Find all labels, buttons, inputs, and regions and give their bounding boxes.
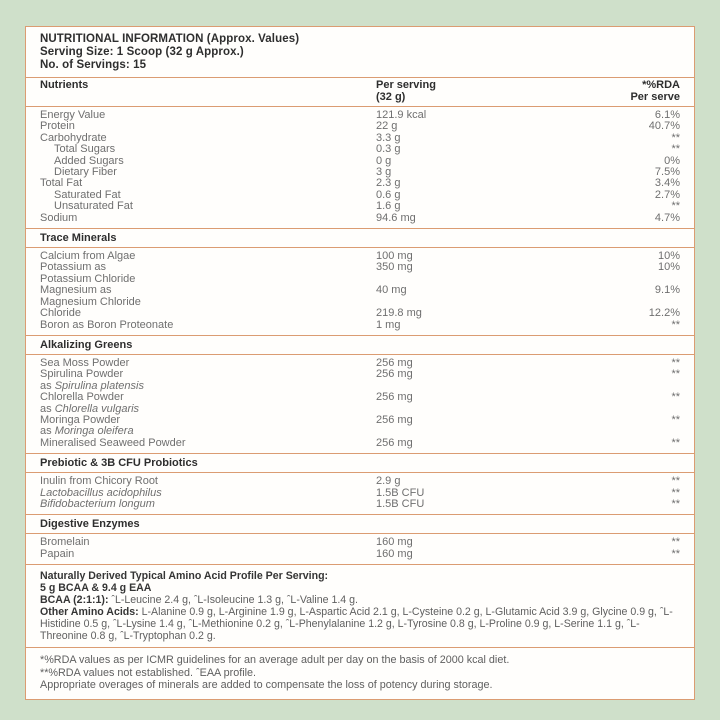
rda-value: **: [671, 436, 680, 449]
table-row: [40, 190, 680, 201]
amino-profile-line: Other Amino Acids: L-Alanine 0.9 g, L-Arginine 1.9 g, L-Aspartic Acid 2.1 g, L-Cysteine 0.2 g, L-Glutamic Acid 3.9 g, Glycine 0.9 g, ˆL-Histidine 0.5 g, ˆL-Lysine 1.4 g, ˆL-Methionine 0.2 g, ˆL-Phenylalanine 1.2 g, L-Tyrosine 0.8 g, L-Proline 0.9 g, L-Serine 1.1 g, ˆL-Threonine 0.8 g, ˆL-Tryptophan 0.2 g.: [40, 606, 673, 643]
nutrient-name: [40, 262, 376, 285]
section-rows: [26, 247, 694, 335]
nutrient-name-line: Chloride: [40, 307, 81, 320]
nutrient-name: [40, 110, 376, 121]
section-title: Prebiotic & 3B CFU Probiotics: [26, 453, 694, 472]
label-header: [26, 27, 694, 77]
rda-value: **: [671, 547, 680, 560]
nutrient-name-line: Unsaturated Fat: [54, 200, 133, 213]
serving-size: Serving Size: 1 Scoop (32 g Approx.): [40, 46, 244, 58]
nutrient-name-line: Saturated Fat: [54, 188, 121, 201]
rda-value: **: [671, 536, 680, 549]
table-row: [40, 308, 680, 319]
nutrient-name-line: Chlorella Powder: [40, 391, 124, 404]
per-serving-value: 3.3 g: [376, 131, 401, 144]
nutrient-name-line: as Spirulina platensis: [40, 379, 144, 392]
nutrient-name-line: Mineralised Seaweed Powder: [40, 436, 186, 449]
nutrient-name: [40, 285, 376, 308]
footnote-rda-icmr: *%RDA values as per ICMR guidelines for an average adult per day on the basis of 2000 kcal diet.: [40, 654, 510, 667]
table-row: [40, 320, 680, 331]
section-rows: [26, 533, 694, 564]
nutrient-name: [40, 201, 376, 212]
section-title: Digestive Enzymes: [26, 514, 694, 533]
rda-value: **: [671, 356, 680, 369]
nutrient-name-line: Inulin from Chicory Root: [40, 475, 158, 488]
rda-value: **: [671, 475, 680, 488]
table-row: [40, 285, 680, 308]
per-serving-value: 256 mg: [376, 413, 413, 426]
table-row: [40, 110, 680, 121]
column-rda-line2: Per serve: [630, 90, 680, 103]
nutrient-name-line: Sodium: [40, 211, 78, 224]
per-serving-value: 100 mg: [376, 250, 413, 263]
per-serving-value: 94.6 mg: [376, 211, 416, 224]
rda-value: 12.2%: [648, 307, 680, 320]
nutrition-label: [25, 26, 695, 700]
per-serving-value: 350 mg: [376, 261, 413, 274]
nutrient-name-line: Papain: [40, 547, 75, 560]
rda-value: **: [671, 413, 680, 426]
per-serving-value: 256 mg: [376, 368, 413, 381]
per-serving-value: 2.3 g: [376, 177, 401, 190]
per-serving-value: 22 g: [376, 120, 398, 133]
per-serving-value: 0.6 g: [376, 188, 401, 201]
rda-value: **: [671, 200, 680, 213]
nutrient-name-line: Added Sugars: [54, 154, 124, 167]
table-row: [40, 549, 680, 560]
nutrient-name-line: Magnesium Chloride: [40, 295, 141, 308]
table-row: [40, 144, 680, 155]
nutrient-name-line: Carbohydrate: [40, 131, 107, 144]
nutrient-name-line: Lactobacillus acidophilus: [40, 486, 162, 499]
table-row: [40, 121, 680, 132]
rda-value: **: [671, 318, 680, 331]
column-per-serving-line1: Per serving: [376, 79, 436, 91]
table-row: [40, 178, 680, 189]
rda-value: 10%: [657, 250, 680, 263]
nutrient-name-line: Bromelain: [40, 536, 90, 549]
table-row: [40, 156, 680, 167]
section-title: Trace Minerals: [26, 228, 694, 247]
nutrient-name: [40, 167, 376, 178]
nutrient-name: [40, 144, 376, 155]
column-per-serving-line2: (32 g): [376, 90, 406, 103]
per-serving-value: 2.9 g: [376, 475, 401, 488]
table-body: [26, 106, 694, 564]
per-serving-value: 1 mg: [376, 318, 401, 331]
nutrient-name-line: Total Sugars: [54, 143, 116, 156]
nutrient-name-line: Energy Value: [40, 109, 106, 121]
table-row: [40, 358, 680, 369]
table-row: [40, 251, 680, 262]
nutrient-name: [40, 369, 376, 392]
nutrient-name: [40, 549, 376, 560]
rda-value: **: [671, 143, 680, 156]
table-row: [40, 133, 680, 144]
per-serving-value: 256 mg: [376, 356, 413, 369]
per-serving-value: 1.5B CFU: [376, 497, 425, 510]
table-row: [40, 537, 680, 548]
rda-value: **: [671, 486, 680, 499]
servings-count: No. of Servings: 15: [40, 59, 147, 71]
rda-value: 6.1%: [654, 109, 680, 121]
amino-profile-line: 5 g BCAA & 9.4 g EAA: [40, 582, 152, 595]
nutrient-name: [40, 415, 376, 438]
nutrient-name-line: Total Fat: [40, 177, 83, 190]
nutrient-name: [40, 392, 376, 415]
nutrient-name-line: Calcium from Algae: [40, 250, 136, 263]
table-row: [40, 369, 680, 392]
table-row: [40, 499, 680, 510]
per-serving-value: 3 g: [376, 166, 392, 179]
footnote-not-established: **%RDA values not established. ˆEAA profile.: [40, 666, 257, 679]
per-serving-value: 1.5B CFU: [376, 486, 425, 499]
nutrient-name: [40, 308, 376, 319]
label-title: NUTRITIONAL INFORMATION (Approx. Values): [40, 33, 300, 45]
nutrient-name: [40, 499, 376, 510]
rda-value: **: [671, 131, 680, 144]
rda-value: 0%: [664, 154, 680, 167]
nutrient-name-line: Moringa Powder: [40, 413, 121, 426]
rda-value: **: [671, 497, 680, 510]
amino-profile-line: BCAA (2:1:1): ˆL-Leucine 2.4 g, ˆL-Isoleucine 1.3 g, ˆL-Valine 1.4 g.: [40, 594, 358, 607]
rda-value: 10%: [657, 261, 680, 274]
table-row: [40, 201, 680, 212]
per-serving-value: 256 mg: [376, 436, 413, 449]
column-rda-line1: *%RDA: [642, 79, 680, 91]
per-serving-value: 0.3 g: [376, 143, 401, 156]
per-serving-value: 160 mg: [376, 536, 413, 549]
nutrient-name: [40, 537, 376, 548]
per-serving-value: 219.8 mg: [376, 307, 422, 320]
rda-value: **: [671, 368, 680, 381]
nutrient-name-line: Boron as Boron Proteonate: [40, 318, 174, 331]
nutrient-name-line: Potassium Chloride: [40, 272, 136, 285]
nutrient-name: [40, 438, 376, 449]
footnote-overages: Appropriate overages of minerals are added to compensate the loss of potency during storage.: [40, 679, 493, 692]
rda-value: 7.5%: [654, 166, 680, 179]
table-row: [40, 415, 680, 438]
table-row: [40, 438, 680, 449]
table-row: [40, 213, 680, 224]
column-rda: [550, 80, 680, 103]
rda-value: 2.7%: [654, 188, 680, 201]
nutrient-name-line: Dietary Fiber: [54, 166, 117, 179]
section-rows: [26, 106, 694, 228]
per-serving-value: 256 mg: [376, 391, 413, 404]
nutrient-name-line: Sea Moss Powder: [40, 356, 130, 369]
footnotes: [26, 647, 694, 699]
rda-value: 4.7%: [654, 211, 680, 224]
table-row: [40, 167, 680, 178]
table-row: [40, 262, 680, 285]
nutrient-name-line: Protein: [40, 120, 75, 133]
nutrient-name-line: Spirulina Powder: [40, 368, 124, 381]
amino-profile-line: Naturally Derived Typical Amino Acid Profile Per Serving:: [40, 570, 329, 583]
nutrient-name-line: as Chlorella vulgaris: [40, 402, 140, 415]
nutrient-name-line: Magnesium as: [40, 284, 112, 297]
per-serving-value: 0 g: [376, 154, 392, 167]
rda-value: **: [671, 391, 680, 404]
column-per-serving: [376, 80, 550, 103]
nutrient-name: [40, 320, 376, 331]
rda-value: 9.1%: [654, 284, 680, 297]
rda-value: 3.4%: [654, 177, 680, 190]
column-header-row: [26, 77, 694, 106]
per-serving-value: 1.6 g: [376, 200, 401, 213]
column-nutrients: Nutrients: [40, 79, 89, 91]
table-row: [40, 392, 680, 415]
section-rows: [26, 472, 694, 514]
nutrient-name-line: Potassium as: [40, 261, 107, 274]
section-title: Alkalizing Greens: [26, 335, 694, 354]
nutrient-name-line: as Moringa oleifera: [40, 425, 134, 438]
per-serving-value: 40 mg: [376, 284, 407, 297]
per-serving-value: 121.9 kcal: [376, 109, 427, 121]
per-serving-value: 160 mg: [376, 547, 413, 560]
nutrient-name: [40, 213, 376, 224]
section-rows: [26, 354, 694, 453]
nutrient-name-line: Bifidobacterium longum: [40, 497, 155, 510]
amino-acid-profile: [26, 564, 694, 647]
rda-value: 40.7%: [648, 120, 680, 133]
